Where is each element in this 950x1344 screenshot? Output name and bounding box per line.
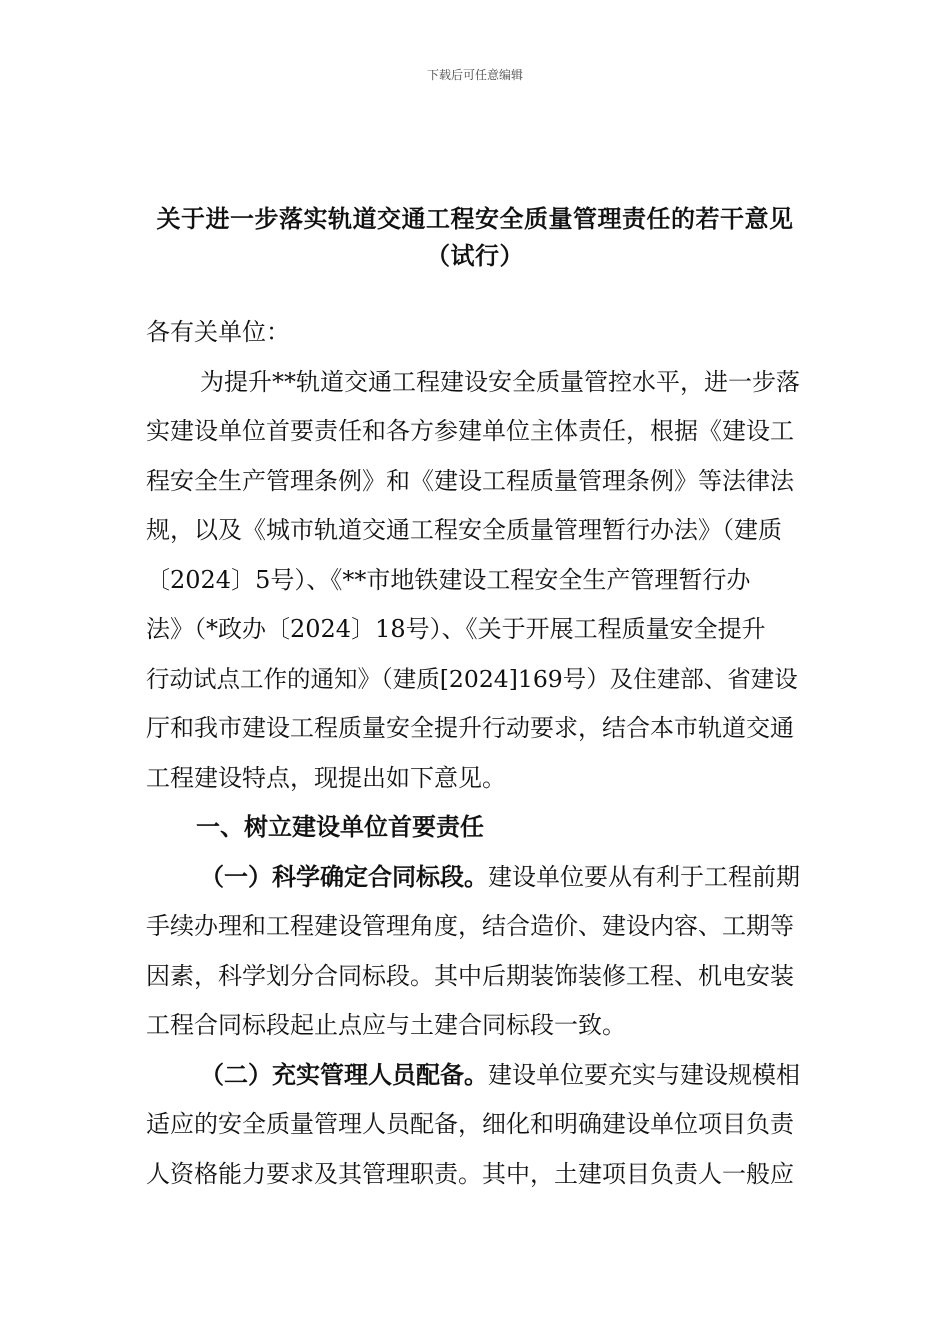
document-subtitle: （试行） [426, 242, 524, 270]
intro-line: 程安全生产管理条例》和《建设工程质量管理条例》等法律法 [146, 466, 794, 495]
item-2-first-line [146, 1051, 810, 1101]
item-1-line: 手续办理和工程建设管理角度，结合造价、建设内容、工期等 [146, 912, 794, 940]
intro-line: 为提升**轨道交通工程建设安全质量管控水平，进一步落 [200, 367, 800, 396]
section-heading: 一、树立建设单位首要责任 [196, 813, 484, 841]
item-1-text: 建设单位要从有利于工程前期 [488, 862, 800, 891]
header-note: 下载后可任意编辑 [426, 68, 523, 82]
document-title: 关于进一步落实轨道交通工程安全质量管理责任的若干意见 [156, 205, 794, 233]
item-2-line: 适应的安全质量管理人员配备，细化和明确建设单位项目负责 [146, 1110, 794, 1138]
item-1-line: 工程合同标段起止点应与土建合同标段一致。 [146, 1011, 626, 1039]
intro-line: 厅和我市建设工程质量安全提升行动要求，结合本市轨道交通 [146, 714, 794, 742]
item-1-lead: （一）科学确定合同标段。 [200, 862, 488, 891]
intro-line: 规，以及《城市轨道交通工程安全质量管理暂行办法》（建质 [146, 516, 782, 544]
item-2-lead: （二）充实管理人员配备。 [200, 1060, 488, 1089]
document-body [146, 308, 810, 1199]
item-2-line: 人资格能力要求及其管理职责。其中，土建项目负责人一般应 [146, 1159, 794, 1188]
intro-line: 工程建设特点，现提出如下意见。 [146, 763, 506, 792]
intro-line: 实建设单位首要责任和各方参建单位主体责任，根据《建设工 [146, 417, 794, 445]
intro-line: 行动试点工作的通知》（建质[2024]169号）及住建部、省建设 [146, 664, 798, 693]
item-1-first-line [146, 853, 810, 903]
item-1-line: 因素，科学划分合同标段。其中后期装饰装修工程、机电安装 [146, 961, 794, 990]
intro-line: 〔2024〕5号）、《**市地铁建设工程安全生产管理暂行办 [146, 565, 751, 594]
intro-line: 法》（*政办〔2024〕18号）、《关于开展工程质量安全提升 [146, 615, 766, 643]
item-2-text: 建设单位要充实与建设规模相 [488, 1060, 800, 1089]
salutation: 各有关单位： [146, 318, 290, 346]
